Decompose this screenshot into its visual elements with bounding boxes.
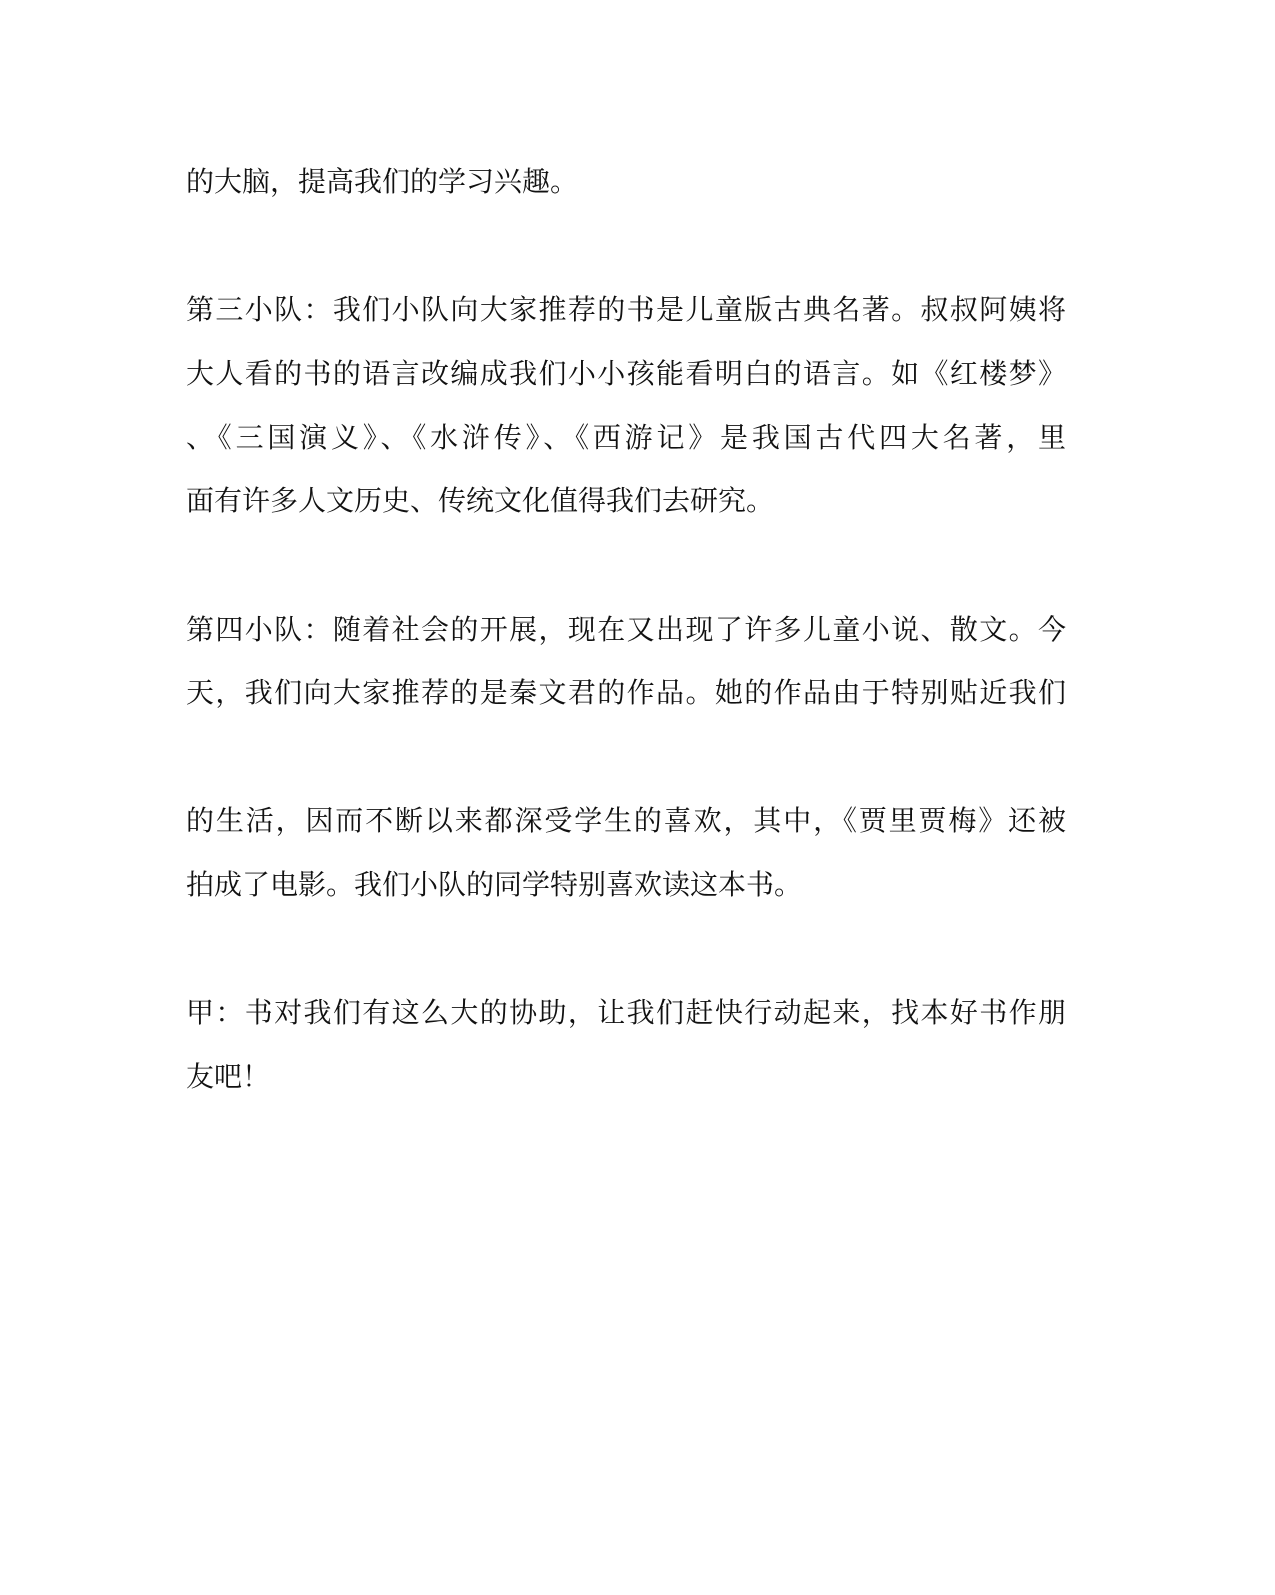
paragraph-line: 第三小队：我们小队向大家推荐的书是儿童版古典名著。叔叔阿姨将 <box>186 293 1066 326</box>
paragraph-line: 大人看的书的语言改编成我们小小孩能看明白的语言。如《红楼梦》 <box>186 357 1066 390</box>
paragraph-line: 的生活，因而不断以来都深受学生的喜欢，其中，《贾里贾梅》还被 <box>186 804 1066 837</box>
paragraph-line: 的大脑，提高我们的学习兴趣。 <box>186 165 579 198</box>
paragraph-line: 、《三国演义》、《水浒传》、《西游记》是我国古代四大名著，里 <box>186 421 1066 454</box>
paragraph-line: 面有许多人文历史、传统文化值得我们去研究。 <box>186 484 775 517</box>
paragraph-line: 甲：书对我们有这么大的协助，让我们赶快行动起来，找本好书作朋 <box>186 996 1066 1029</box>
paragraph-line: 拍成了电影。我们小队的同学特别喜欢读这本书。 <box>186 868 803 901</box>
paragraph-line: 友吧！ <box>186 1060 271 1093</box>
paragraph-line: 第四小队：随着社会的开展，现在又出现了许多儿童小说、散文。今 <box>186 613 1066 646</box>
paragraph-line: 天，我们向大家推荐的是秦文君的作品。她的作品由于特别贴近我们 <box>186 676 1066 709</box>
